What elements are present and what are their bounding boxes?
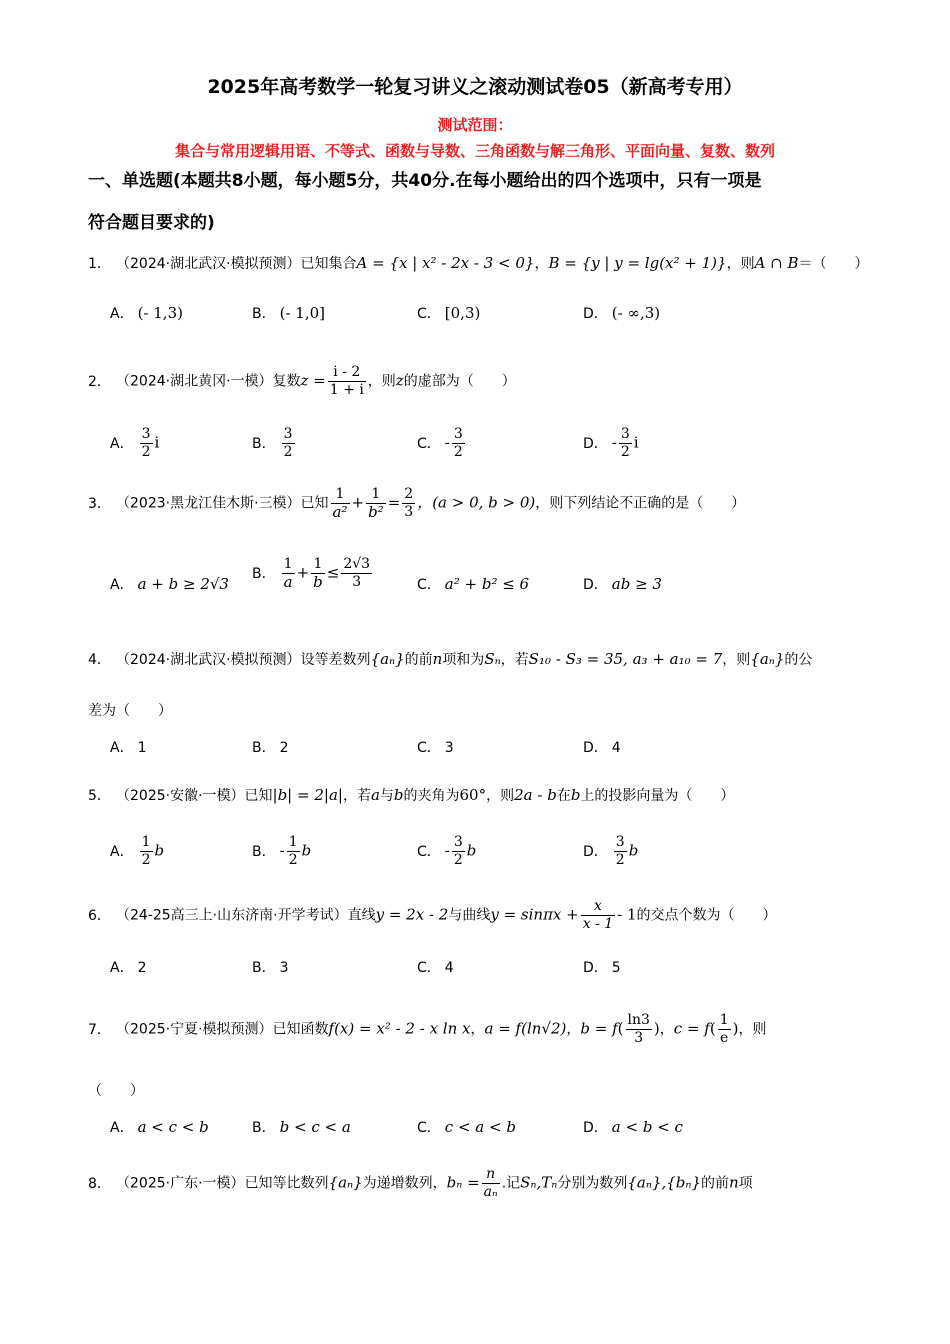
sequence: {aₙ} (370, 650, 405, 668)
variable: z (395, 371, 404, 390)
option-label: C． (417, 843, 441, 860)
condition: ，(a > 0, b > 0) (417, 493, 536, 512)
question-stem: 复数 (272, 373, 301, 390)
option-label: D． (583, 1120, 608, 1136)
option-d[interactable] (583, 737, 621, 757)
vector-b: b (301, 841, 312, 860)
section-heading-line-2: 符合题目要求的) (88, 213, 215, 233)
option-value: c < a < b (444, 1118, 516, 1136)
vector-b: b (466, 841, 477, 860)
option-value: a² + b² ≤ 6 (444, 575, 530, 593)
option-value: 3 (444, 740, 454, 756)
question-stem: ，则 (367, 373, 396, 390)
punct: ， (470, 1021, 485, 1038)
section-heading (88, 160, 878, 244)
sequences: {aₙ},{bₙ} (627, 1173, 702, 1192)
question-stem: 已知集合 (300, 256, 357, 272)
numerator: 2 (404, 486, 414, 502)
option-value: 4 (611, 740, 621, 756)
numerator: i - 2 (333, 364, 361, 380)
fraction (718, 1012, 731, 1047)
question-stem: ＝（ ） (798, 256, 869, 272)
denominator: 2 (283, 444, 293, 460)
question-1 (88, 252, 878, 275)
partial-sum: Sₙ (484, 650, 501, 668)
denominator: x - 1 (582, 916, 614, 932)
fraction (402, 486, 415, 521)
option-value: 2 (279, 740, 289, 756)
question-4 (88, 648, 878, 671)
numerator: 2√3 (343, 556, 371, 572)
option-d[interactable] (583, 426, 639, 461)
denominator: aₙ (483, 1184, 498, 1200)
fraction (287, 834, 300, 869)
vector-b: b (154, 841, 165, 860)
question-stem: 与曲线 (448, 907, 491, 924)
option-label: B． (252, 740, 276, 756)
question-source: （2025·广东·一模） (116, 1175, 245, 1192)
denominator: 2 (453, 444, 463, 460)
option-c[interactable] (417, 574, 529, 594)
option-label: A． (110, 740, 134, 756)
intersection-expression: A ∩ B (754, 254, 799, 272)
vector-a: a (370, 786, 380, 804)
c-definition: c = f (673, 1019, 710, 1038)
question-stem: 的夹角为 (403, 788, 460, 804)
option-value: [0,3) (444, 304, 481, 322)
section-heading-line-1: 一、单选题(本题共8小题，每小题5分，共40分.在每小题给出的四个选项中，只有一项是 (88, 171, 762, 191)
question-source: （2024·湖北黄冈·一模） (116, 373, 273, 390)
option-a[interactable] (110, 834, 164, 869)
option-d[interactable] (583, 1117, 683, 1137)
denominator: 2 (141, 444, 151, 460)
question-source: （2023·黑龙江佳木斯·三模） (116, 495, 301, 512)
complex-lhs: z = (300, 371, 326, 390)
option-label: B． (252, 435, 276, 452)
sign: - (611, 433, 617, 452)
option-c[interactable] (417, 1117, 516, 1137)
denominator: b² (368, 503, 384, 521)
question-source: （2025·安徽·一模） (116, 788, 245, 804)
numerator: 3 (620, 426, 630, 442)
question-stem: 已知 (244, 788, 273, 804)
option-value: (- 1,3) (137, 304, 183, 322)
question-7-continuation: （ ） (88, 1083, 144, 1099)
fraction (341, 556, 372, 591)
option-label: A． (110, 577, 134, 593)
option-value: 2 (137, 960, 147, 976)
fraction (614, 834, 627, 869)
question-stem: ，则 (722, 652, 751, 668)
question-stem: 的虚部为（ ） (403, 373, 516, 390)
sequence: {aₙ} (328, 1173, 363, 1192)
punct: ， (659, 1021, 674, 1038)
question-number: 4． (88, 652, 111, 668)
question-stem: 直线 (347, 907, 376, 924)
numerator: 3 (453, 426, 463, 442)
variable: n (729, 1173, 739, 1192)
line-equation: y = 2x - 2 (375, 905, 449, 924)
punct: ， (534, 256, 549, 272)
fraction (581, 898, 615, 933)
denominator: a (283, 573, 293, 591)
numerator: 1 (335, 486, 345, 502)
numerator: 1 (288, 834, 298, 850)
denominator: 2 (453, 852, 463, 868)
fraction (140, 834, 153, 869)
question-stem: 为递增数列， (362, 1175, 447, 1192)
numerator: 1 (313, 556, 323, 572)
denominator: e (718, 1029, 731, 1047)
fraction (282, 426, 295, 461)
plus-sign: + (351, 493, 365, 512)
option-label: D． (583, 740, 608, 756)
question-4-continuation: 差为（ ） (88, 703, 172, 719)
question-stem: 上的投影向量为（ ） (580, 788, 735, 804)
question-stem: 已知 (300, 495, 329, 512)
numerator: 1 (141, 834, 151, 850)
option-value: a + b ≥ 2√3 (137, 575, 229, 593)
question-8 (88, 1166, 878, 1201)
vector-b: b (393, 786, 404, 804)
variable: n (432, 650, 443, 668)
option-label: D． (583, 577, 608, 593)
denominator: 2 (141, 852, 151, 868)
option-b[interactable] (252, 834, 311, 869)
vector-b: b (628, 841, 639, 860)
question-number: 6． (88, 907, 111, 924)
b-definition: b = f (580, 1019, 618, 1038)
sign: - (444, 841, 450, 860)
option-label: C． (417, 1120, 441, 1136)
option-label: A． (110, 435, 134, 452)
option-a[interactable] (110, 303, 183, 323)
punct: ， (566, 1021, 581, 1038)
question-stem: 的交点个数为（ ） (636, 907, 777, 924)
option-value: (- ∞,3) (611, 304, 661, 322)
option-d[interactable] (583, 303, 660, 323)
question-source: （24-25高三上·山东济南·开学考试） (116, 907, 348, 924)
option-value: 5 (611, 960, 621, 976)
curve-equation-tail: - 1 (617, 905, 637, 924)
question-6 (88, 898, 878, 933)
option-c[interactable] (417, 303, 480, 323)
sign: - (444, 433, 450, 452)
question-stem: 在 (556, 788, 571, 804)
option-c[interactable] (417, 957, 454, 977)
numerator: x (593, 898, 602, 914)
option-label: C． (417, 306, 441, 322)
partial-sums: Sₙ,Tₙ (520, 1173, 558, 1192)
option-value: a < b < c (611, 1118, 683, 1136)
numerator: 3 (283, 426, 293, 442)
question-source: （2024·湖北武汉·模拟预测） (116, 256, 301, 272)
option-value: 1 (137, 740, 147, 756)
option-label: C． (417, 577, 441, 593)
fraction (482, 1166, 500, 1201)
question-stem: 已知函数 (272, 1021, 329, 1038)
option-a[interactable] (110, 574, 229, 594)
denominator: 2 (288, 852, 298, 868)
fraction (311, 556, 325, 591)
option-label: B． (252, 1120, 276, 1136)
option-value: 4 (444, 960, 454, 976)
b-definition: bₙ = (446, 1173, 480, 1192)
question-stem: .记 (501, 1175, 521, 1192)
numerator: 3 (453, 834, 463, 850)
option-label: D． (583, 843, 608, 860)
question-number: 2． (88, 373, 111, 390)
option-b[interactable] (252, 737, 289, 757)
page-title: 2025年高考数学一轮复习讲义之滚动测试卷05（新高考专用） (207, 76, 743, 98)
question-stem: 的公 (784, 652, 813, 668)
relation-sign: ≤ (326, 563, 340, 582)
denominator: 1 + i (329, 382, 364, 398)
option-label: A． (110, 960, 134, 976)
condition: |b| = 2|a| (272, 786, 343, 804)
option-d[interactable] (583, 574, 662, 594)
numerator: 3 (141, 426, 151, 442)
set-a-expression: A = {x | x² - 2x - 3 < 0} (356, 254, 535, 272)
question-stem: ，若 (342, 788, 371, 804)
option-label: A． (110, 306, 134, 322)
option-b[interactable] (252, 426, 297, 461)
condition: S₁₀ - S₃ = 35, a₃ + a₁₀ = 7 (528, 650, 723, 668)
fraction (619, 426, 632, 461)
question-3 (88, 486, 878, 521)
denominator: 3 (404, 504, 414, 520)
vector-b: b (570, 786, 581, 804)
question-stem: 的前 (701, 1175, 730, 1192)
test-range-text: 集合与常用逻辑用语、不等式、函数与导数、三角函数与解三角形、平面向量、复数、数列 (174, 142, 775, 160)
question-stem: ，则下列结论不正确的是（ ） (535, 495, 746, 512)
option-a[interactable] (110, 426, 159, 461)
denominator: b (313, 573, 323, 591)
option-a[interactable] (110, 737, 147, 757)
equals-sign: = (387, 493, 401, 512)
denominator: a² (332, 503, 348, 521)
fraction (282, 556, 295, 591)
question-stem: ，则 (726, 256, 755, 272)
question-stem: 项和为 (442, 652, 485, 668)
numerator: 3 (615, 834, 625, 850)
option-label: A． (110, 843, 134, 860)
option-label: B． (252, 565, 276, 582)
sign: - (279, 841, 285, 860)
question-number: 8． (88, 1175, 111, 1192)
imaginary-unit: i (154, 433, 160, 452)
fraction (331, 486, 350, 521)
option-label: C． (417, 435, 441, 452)
denominator: 3 (341, 573, 372, 591)
fraction (140, 426, 153, 461)
imaginary-unit: i (633, 433, 639, 452)
question-stem: 项 (738, 1175, 753, 1192)
question-number: 5． (88, 788, 111, 804)
question-stem: 与 (379, 788, 394, 804)
a-definition: a = f(ln√2) (484, 1019, 567, 1038)
option-label: B． (252, 843, 276, 860)
question-7: 7． （2025·宁夏·模拟预测）已知函数f(x) = x² - 2 - x ln x，a = f(ln√2)，b = f( $\frac{\ln 3}{3}$ )，c = f( $\frac{1}{e}$ )，则 (88, 1012, 767, 1046)
option-label: D． (583, 960, 608, 976)
test-range-label: 测试范围： (437, 116, 513, 134)
curve-equation: y = sinπx + (490, 905, 579, 924)
option-b[interactable] (252, 556, 374, 591)
option-b[interactable] (252, 1117, 351, 1137)
fraction (626, 1012, 652, 1047)
option-label: C． (417, 740, 441, 756)
question-number: 1． (88, 256, 111, 272)
denominator: 2 (615, 852, 625, 868)
function-definition: f(x) = x² - 2 - x ln x (328, 1019, 471, 1038)
fraction (328, 364, 366, 399)
option-value: b < c < a (279, 1118, 351, 1136)
numerator: 1 (719, 1012, 729, 1028)
option-a[interactable] (110, 1117, 209, 1137)
question-source: （2025·宁夏·模拟预测） (116, 1021, 273, 1038)
option-label: A． (110, 1120, 134, 1136)
option-value: 3 (279, 960, 289, 976)
option-c[interactable] (417, 834, 476, 869)
option-d[interactable] (583, 834, 638, 869)
question-stem: ，则 (738, 1021, 767, 1038)
set-b-expression: B = {y | y = lg(x² + 1)} (548, 254, 727, 272)
option-label: D． (583, 306, 608, 322)
numerator: 1 (371, 486, 381, 502)
plus-sign: + (296, 563, 310, 582)
question-stem: ，则 (486, 788, 515, 804)
numerator: n (486, 1166, 496, 1182)
denominator: 3 (626, 1029, 652, 1047)
question-stem: 分别为数列 (557, 1175, 628, 1192)
option-label: B． (252, 306, 276, 322)
option-label: D． (583, 435, 608, 452)
question-number: 3． (88, 495, 111, 512)
option-c[interactable] (417, 426, 467, 461)
option-label: C． (417, 960, 441, 976)
option-b[interactable] (252, 303, 325, 323)
question-stem: 设等差数列 (300, 652, 371, 668)
denominator: 2 (620, 444, 630, 460)
option-value: ab ≥ 3 (611, 575, 662, 593)
question-stem: 已知等比数列 (244, 1175, 329, 1192)
option-a[interactable] (110, 957, 147, 977)
option-label: B． (252, 960, 276, 976)
question-5 (88, 784, 878, 807)
sequence: {aₙ} (750, 650, 785, 668)
vector-expression: 2a - b (514, 786, 557, 804)
fraction (366, 486, 386, 521)
question-stem: 的前 (404, 652, 433, 668)
question-stem: ，若 (500, 652, 529, 668)
angle-value: 60° (459, 786, 487, 804)
option-c[interactable] (417, 737, 454, 757)
option-value: (- 1,0] (279, 304, 326, 322)
question-2 (88, 364, 878, 399)
numerator: ln3 (627, 1012, 650, 1028)
option-value: a < c < b (137, 1118, 209, 1136)
option-b[interactable] (252, 957, 289, 977)
question-number: 7． (88, 1021, 111, 1038)
numerator: 1 (283, 556, 293, 572)
fraction (452, 426, 465, 461)
question-source: （2024·湖北武汉·模拟预测） (116, 652, 301, 668)
option-d[interactable] (583, 957, 621, 977)
fraction (452, 834, 465, 869)
